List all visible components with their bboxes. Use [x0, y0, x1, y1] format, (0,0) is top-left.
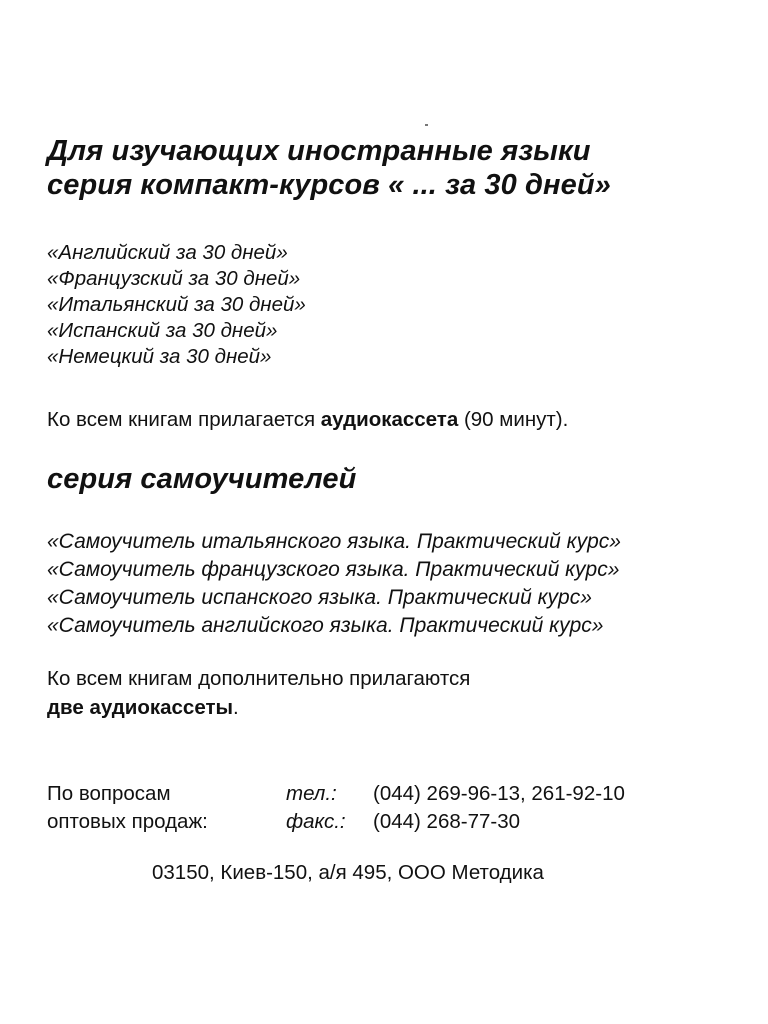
- cassette-note-after: (90 минут).: [458, 408, 569, 431]
- list-item: «Самоучитель французского языка. Практический курс»: [47, 558, 620, 581]
- contact-row-tel: [47, 780, 747, 808]
- list-item: «Самоучитель итальянского языка. Практический курс»: [47, 530, 621, 553]
- main-heading-line1: Для изучающих иностранные языки: [47, 135, 591, 167]
- list-item: «Самоучитель английского языка. Практический курс»: [47, 614, 604, 637]
- list-item: «Французский за 30 дней»: [47, 267, 301, 290]
- main-heading-line2: серия компакт-курсов « ... за 30 дней»: [47, 169, 611, 201]
- wholesale-contacts: [47, 780, 747, 836]
- self-study-list: [47, 528, 621, 640]
- contacts-label-line1: По вопросам: [47, 782, 171, 805]
- contacts-label-line2: оптовых продаж:: [47, 810, 208, 833]
- two-cassettes-note-bold: две аудиокассеты: [47, 696, 234, 719]
- list-item: «Испанский за 30 дней»: [47, 319, 278, 342]
- list-item: «Итальянский за 30 дней»: [47, 293, 306, 316]
- list-item: «Самоучитель испанского языка. Практический курс»: [47, 586, 592, 609]
- two-cassettes-note: [47, 664, 470, 722]
- list-item: «Немецкий за 30 дней»: [47, 345, 272, 368]
- fax-label: факс.:: [286, 810, 346, 833]
- main-heading: [47, 134, 611, 202]
- list-item: «Английский за 30 дней»: [47, 241, 288, 264]
- tel-label: тел.:: [286, 782, 337, 805]
- fax-value: (044) 268-77-30: [373, 810, 521, 833]
- two-cassettes-note-after: .: [233, 696, 239, 719]
- compact-course-list: [47, 240, 306, 370]
- contact-row-fax: [47, 808, 747, 836]
- cassette-note: [47, 405, 568, 434]
- self-study-heading: серия самоучителей: [47, 463, 357, 495]
- two-cassettes-note-line1: Ко всем книгам дополнительно прилагаются: [47, 667, 471, 690]
- scan-speck: [425, 124, 428, 126]
- cassette-note-before: Ко всем книгам прилагается: [47, 408, 321, 431]
- tel-value: (044) 269-96-13, 261-92-10: [373, 782, 625, 805]
- postal-address: 03150, Киев-150, а/я 495, ООО Методика: [152, 861, 544, 884]
- cassette-note-bold: аудиокассета: [320, 408, 459, 431]
